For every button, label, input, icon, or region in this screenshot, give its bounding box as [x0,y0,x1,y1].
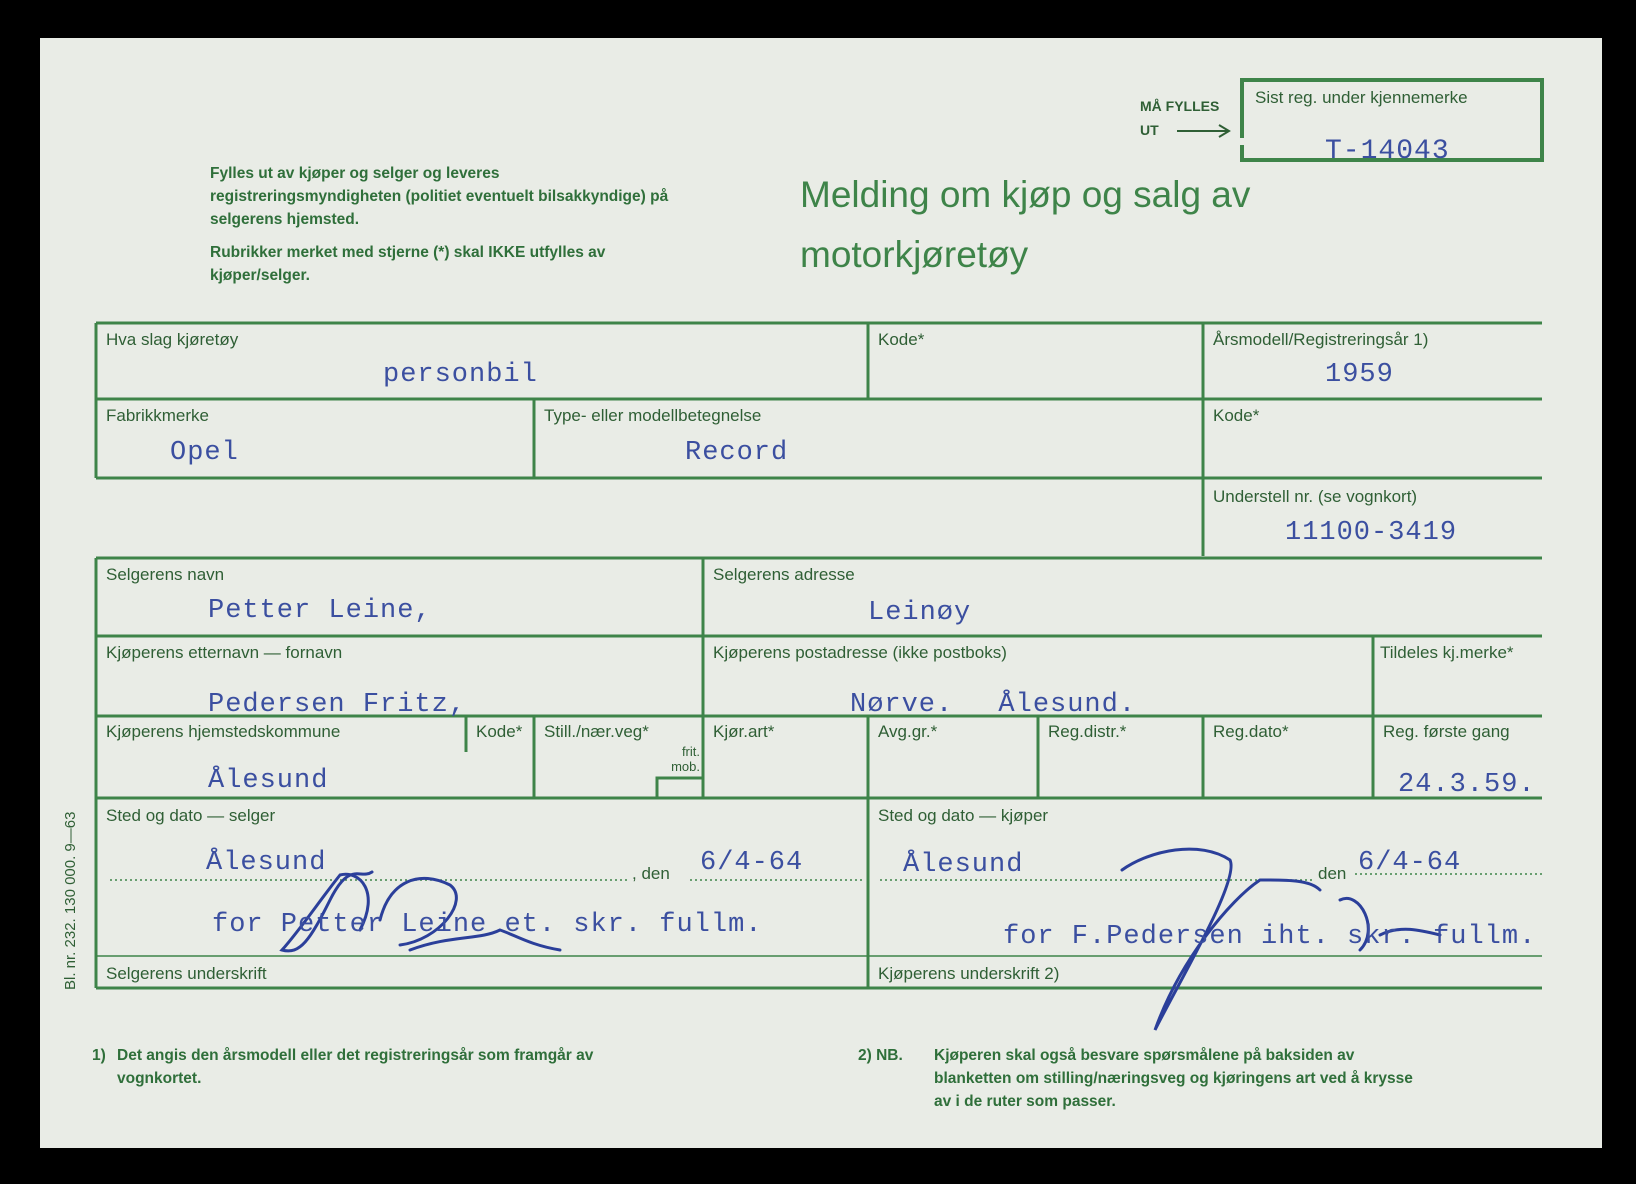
make-value: Opel [170,438,239,468]
seller-place-label: Sted og dato — selger [106,806,276,825]
seller-date-value: 6/4-64 [700,848,804,878]
buyer-sign-text: for F.Pedersen iht. skr. fullm. [1003,922,1537,952]
footnote2-text: Kjøperen skal også besvare spørsmålene på baksiden av blanketten om stilling/næringsveg og kjøringens art ved å krysse av i de ruter som passer. [934,1047,1413,1110]
footnote1-text: Det angis den årsmodell eller det registreringsår som framgår av vognkortet. [117,1047,594,1087]
model-value: Record [685,438,789,468]
seller-address-value: Leinøy [868,598,972,628]
municipality-value: Ålesund [208,766,329,796]
buyer-place-label: Sted og dato — kjøper [878,806,1049,825]
reg-dato-label: Reg.dato* [1213,722,1289,741]
vehicle-type-label: Hva slag kjøretøy [106,330,239,349]
last-reg-value: T-14043 [1325,136,1450,167]
footnote1-mark: 1) [92,1047,106,1064]
plate-label: Tildeles kj.merke* [1380,643,1514,662]
kjor-art-label: Kjør.art* [713,722,775,741]
vehicle-type-value: personbil [383,360,538,390]
kode3-label: Kode* [476,722,523,741]
must-fill-out-label: UT [1140,122,1159,138]
year-label: Årsmodell/Registreringsår 1) [1213,330,1429,349]
form-title [800,165,1250,285]
intro-p1: Fylles ut av kjøper og selger og leveres registreringsmyndigheten (politiet eventuelt bilsakkyndige) på selgerens hjemsted. [210,165,669,228]
frit-mob-label: frit. mob. [671,744,700,774]
chassis-value: 11100-3419 [1285,518,1458,548]
seller-sign-label: Selgerens underskrift [106,964,267,983]
make-label: Fabrikkmerke [106,406,209,425]
reg-distr-label: Reg.distr.* [1048,722,1127,741]
intro-p2: Rubrikker merket med stjerne (*) skal IKKE utfylles av kjøper/selger. [210,244,606,284]
title-line1: Melding om kjøp og salg av [800,174,1251,215]
form-number: Bl. nr. 232. 130 000. 9—63 [62,811,79,990]
den2-label: den [1318,864,1347,883]
model-label: Type- eller modellbetegnelse [544,406,762,425]
buyer-address-value: Nørve. Ålesund. [850,690,1137,720]
kode-label: Kode* [878,330,925,349]
avg-gr-label: Avg.gr.* [878,722,938,741]
municipality-label: Kjøperens hjemstedskommune [106,722,341,741]
buyer-name-value: Pedersen Fritz, [208,690,467,720]
first-reg-label: Reg. første gang [1383,722,1510,741]
last-reg-label: Sist reg. under kjennemerke [1255,88,1468,107]
year-value: 1959 [1325,360,1394,390]
buyer-address-label: Kjøperens postadresse (ikke postboks) [713,643,1007,662]
seller-name-value: Petter Leine, [208,596,432,626]
occupation-label: Still./nær.veg* [544,722,649,741]
kode2-label: Kode* [1213,406,1260,425]
buyer-date-value: 6/4-64 [1358,848,1462,878]
must-fill-label: MÅ FYLLES [1140,98,1220,114]
buyer-sign-label: Kjøperens underskrift 2) [878,964,1060,983]
den-label: , den [632,864,670,883]
seller-name-label: Selgerens navn [106,565,225,584]
footnote2-mark: 2) NB. [858,1047,903,1064]
buyer-place-value: Ålesund [903,850,1024,880]
seller-address-label: Selgerens adresse [713,565,855,584]
title-line2: motorkjøretøy [800,234,1029,275]
buyer-name-label: Kjøperens etternavn — fornavn [106,643,343,662]
first-reg-value: 24.3.59. [1398,770,1536,800]
seller-sign-text: for Petter Leine et. skr. fullm. [212,910,763,940]
chassis-label: Understell nr. (se vognkort) [1213,487,1418,506]
seller-place-value: Ålesund [206,848,327,878]
intro-text [210,162,680,297]
